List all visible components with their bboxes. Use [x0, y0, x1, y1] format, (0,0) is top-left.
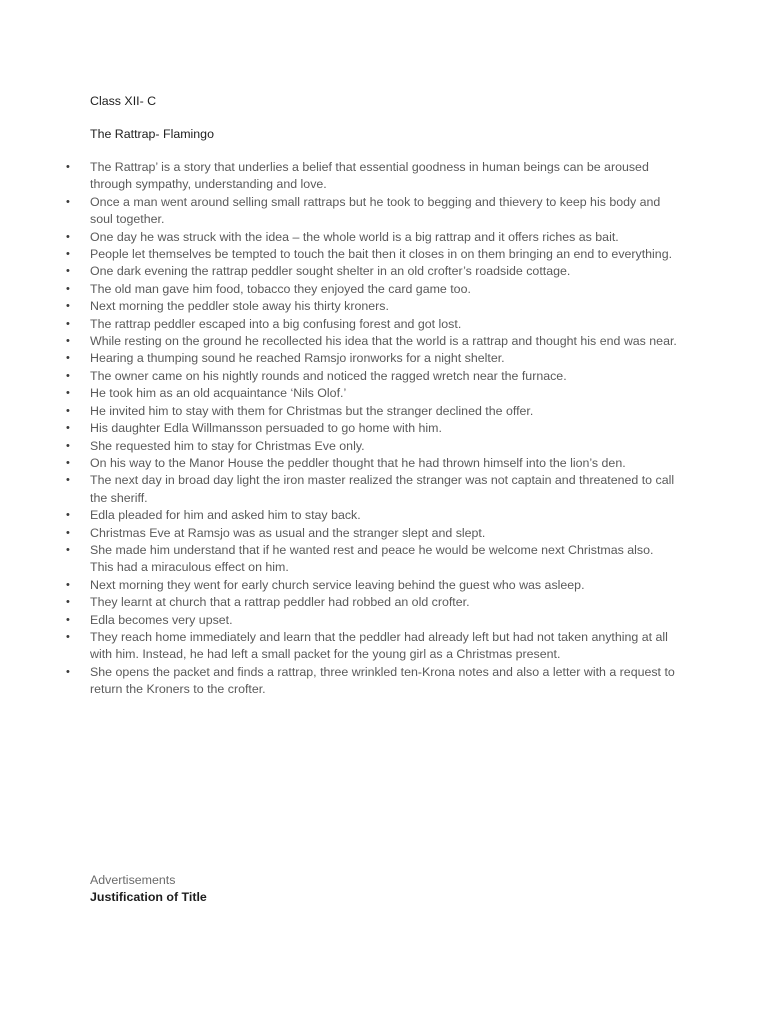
summary-bullet-list: [0, 159, 768, 699]
list-item-text: Edla becomes very upset.: [90, 612, 233, 627]
bullet-icon: •: [66, 596, 70, 609]
list-item: [0, 455, 680, 472]
list-item: [0, 664, 680, 699]
list-item-text: Christmas Eve at Ramsjo was as usual and the stranger slept and slept.: [90, 525, 486, 540]
bullet-icon: •: [66, 230, 70, 243]
list-item-text: One day he was struck with the idea – the whole world is a big rattrap and it offers riches as bait.: [90, 229, 619, 244]
bullet-icon: •: [66, 352, 70, 365]
list-item-text: One dark evening the rattrap peddler sought shelter in an old crofter’s roadside cottage.: [90, 264, 571, 279]
list-item: [0, 472, 680, 507]
list-item-text: He took him as an old acquaintance ‘Nils Olof.’: [90, 386, 347, 401]
bullet-icon: •: [66, 456, 70, 469]
list-item-text: She requested him to stay for Christmas Eve only.: [90, 438, 365, 453]
bullet-icon: •: [66, 578, 70, 591]
bullet-icon: •: [66, 630, 70, 643]
list-item: [0, 420, 680, 437]
list-item: [0, 507, 680, 524]
bullet-icon: •: [66, 439, 70, 452]
bullet-icon: •: [66, 387, 70, 400]
list-item: [0, 194, 680, 229]
list-item: [0, 542, 680, 577]
list-item: [0, 612, 680, 629]
bullet-icon: •: [66, 335, 70, 348]
list-item: [0, 525, 680, 542]
list-item: [0, 577, 680, 594]
list-item: [0, 385, 680, 402]
list-item-text: On his way to the Manor House the peddler thought that he had thrown himself into the lion’s den.: [90, 455, 626, 470]
list-item: [0, 298, 680, 315]
list-item: [0, 629, 680, 664]
list-item: [0, 368, 680, 385]
bullet-icon: •: [66, 265, 70, 278]
list-item-text: The owner came on his nightly rounds and noticed the ragged wretch near the furnace.: [90, 368, 567, 383]
list-item-text: She made him understand that if he wanted rest and peace he would be welcome next Christmas also. This had a miraculous effect on him.: [90, 542, 654, 575]
bullet-icon: •: [66, 195, 70, 208]
bullet-icon: •: [66, 404, 70, 417]
list-item-text: They learnt at church that a rattrap peddler had robbed an old crofter.: [90, 595, 470, 610]
list-item: [0, 350, 680, 367]
list-item-text: The next day in broad day light the iron master realized the stranger was not captain and threatened to call the sheriff.: [90, 473, 675, 505]
list-item-text: While resting on the ground he recollected his idea that the world is a rattrap and thought his end was near.: [90, 334, 677, 349]
list-item: [0, 159, 680, 194]
bullet-icon: •: [66, 317, 70, 330]
bullet-icon: •: [66, 248, 70, 261]
bullet-icon: •: [66, 613, 70, 626]
list-item: [0, 281, 680, 298]
list-item: [0, 403, 680, 420]
bullet-icon: •: [66, 474, 70, 487]
bullet-icon: •: [66, 422, 70, 435]
advertisements-label: Advertisements: [90, 873, 176, 887]
list-item: [0, 316, 680, 333]
list-item-text: Next morning the peddler stole away his thirty kroners.: [90, 299, 389, 314]
bullet-icon: •: [66, 509, 70, 522]
list-item-text: The Rattrap’ is a story that underlies a belief that essential goodness in human beings can be aroused through sympathy, understanding and love.: [90, 160, 649, 192]
list-item-text: His daughter Edla Willmansson persuaded to go home with him.: [90, 421, 442, 436]
list-item-text: The rattrap peddler escaped into a big confusing forest and got lost.: [90, 316, 462, 331]
list-item-text: He invited him to stay with them for Christmas but the stranger declined the offer.: [90, 403, 534, 418]
list-item: [0, 229, 680, 246]
list-item-text: Hearing a thumping sound he reached Ramsjo ironworks for a night shelter.: [90, 351, 505, 366]
list-item: [0, 438, 680, 455]
list-item-text: Edla pleaded for him and asked him to stay back.: [90, 508, 361, 523]
list-item-text: They reach home immediately and learn that the peddler had already left but had not taken anything at all with him. Instead, he had left a small packet for the young girl as a Christmas present.: [90, 629, 668, 662]
list-item-text: Once a man went around selling small rattraps but he took to begging and thievery to keep his body and soul together.: [90, 194, 661, 227]
document-title: The Rattrap- Flamingo: [90, 127, 214, 141]
bullet-icon: •: [66, 369, 70, 382]
class-label: Class XII- C: [90, 94, 157, 108]
list-item-text: Next morning they went for early church service leaving behind the guest who was asleep.: [90, 577, 585, 592]
list-item-text: People let themselves be tempted to touch the bait then it closes in on them bringing an end to everything.: [90, 247, 673, 262]
list-item: [0, 594, 680, 611]
list-item: [0, 246, 680, 263]
list-item-text: The old man gave him food, tobacco they enjoyed the card game too.: [90, 281, 471, 296]
list-item: [0, 333, 680, 350]
bullet-icon: •: [66, 282, 70, 295]
bullet-icon: •: [66, 161, 70, 173]
section-heading-justification: Justification of Title: [90, 890, 207, 904]
bullet-icon: •: [66, 543, 70, 556]
list-item-text: She opens the packet and finds a rattrap, three wrinkled ten-Krona notes and also a letter with a request to return the Kroners to the crofter.: [90, 664, 675, 697]
list-item: [0, 263, 680, 280]
bullet-icon: •: [66, 526, 70, 539]
bullet-icon: •: [66, 665, 70, 678]
bullet-icon: •: [66, 300, 70, 313]
